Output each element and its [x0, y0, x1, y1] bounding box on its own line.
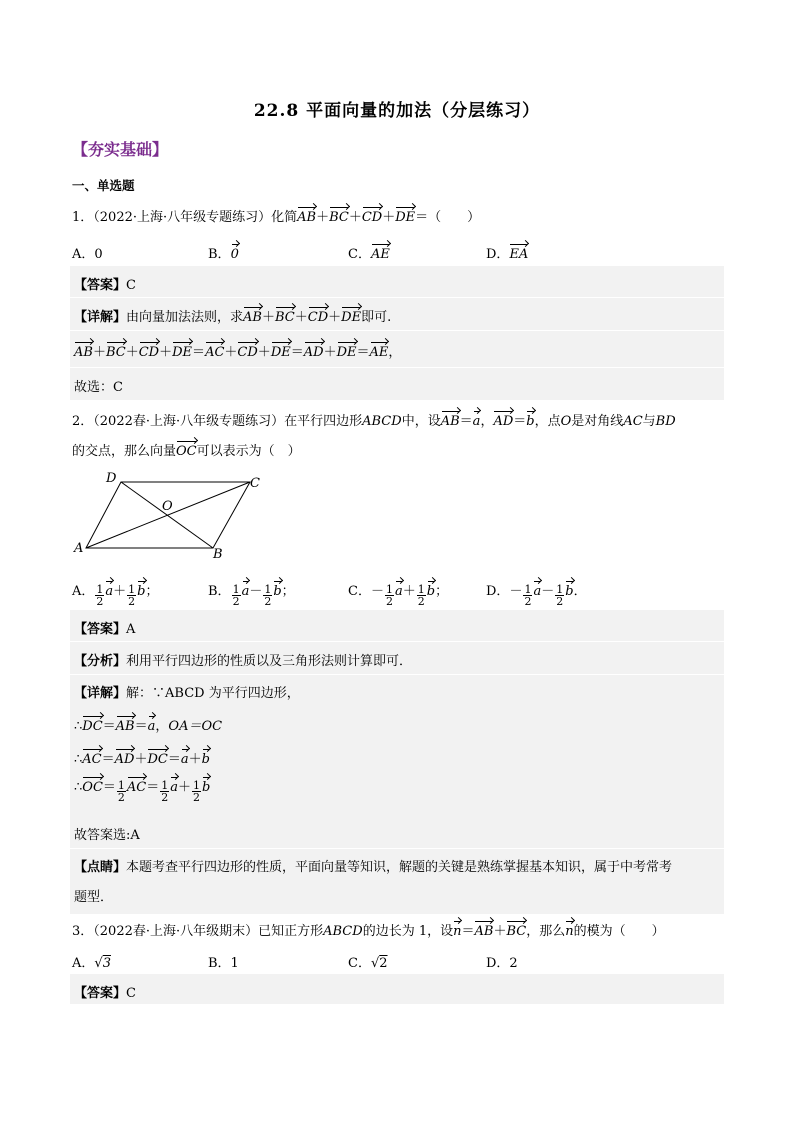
q2-answer-box: [70, 610, 724, 914]
q2-option-d: D．－ $\frac{1}{2}$ a－ $\frac{1}{2}$ b．: [486, 583, 587, 608]
q2-step1: ∴DC＝AB＝a，OA＝OC: [74, 719, 223, 734]
vertex-c-label: C: [250, 476, 260, 491]
q1-stem: 1．（2022·上海·八年级专题练习）化简AB＋BC＋CD＋DE＝（ ）: [72, 210, 481, 225]
q3-option-a: A．√3: [72, 956, 111, 971]
diagonal-bd: [121, 482, 213, 548]
q1-conclusion: 故选：C: [74, 380, 123, 395]
q3-option-b: B．1: [208, 956, 239, 971]
q1-answer-box: [70, 266, 724, 400]
q1-option-b: B．0: [208, 247, 239, 262]
vertex-d-label: D: [106, 471, 117, 486]
vertex-b-label: B: [213, 547, 223, 562]
subsection-heading: 一、单选题: [72, 178, 135, 193]
q2-option-a: A． $\frac{1}{2}$ a＋ $\frac{1}{2}$ b；: [72, 583, 159, 608]
vertex-a-label: A: [74, 541, 84, 556]
diagonal-ac: [86, 482, 250, 548]
center-o-label: O: [162, 499, 173, 514]
page-title: 22.8 平面向量的加法（分层练习）: [253, 101, 541, 121]
parallelogram-figure: [70, 466, 270, 566]
q1-option-c: C．AE: [348, 247, 390, 262]
q1-answer: 【答案】C: [74, 278, 136, 293]
q1-detail: 【详解】由向量加法法则，求AB＋BC＋CD＋DE即可.: [74, 310, 392, 325]
q3-stem: 3．（2022春·上海·八年级期末）已知正方形ABCD的边长为 1，设n＝AB＋BC，那么n的模为（ ）: [72, 924, 665, 939]
q3-answer-box: [70, 974, 724, 1004]
q1-derivation: AB＋BC＋CD＋DE＝AC＋CD＋DE＝AD＋DE＝AE，: [74, 345, 402, 360]
q3-option-d: D．2: [486, 956, 518, 971]
q3-option-c: C．√2: [348, 956, 388, 971]
q2-conclusion: 故答案选:A: [74, 828, 140, 843]
q2-comment-line2: 题型．: [74, 890, 114, 905]
section-heading: 【夯实基础】: [72, 140, 169, 159]
q1-option-d: D．EA: [486, 247, 529, 262]
q2-options: [72, 572, 722, 606]
q2-stem-line1: 2．（2022春·上海·八年级专题练习）在平行四边形ABCD中，设AB＝a，AD＝b，点O是对角线AC与BD: [72, 414, 676, 429]
q2-answer: 【答案】A: [74, 622, 136, 637]
q2-stem-line2: 的交点，那么向量OC可以表示为（ ）: [72, 444, 301, 459]
q2-option-c: C．－ $\frac{1}{2}$ a＋ $\frac{1}{2}$ b；: [348, 583, 449, 608]
q2-detail: 【详解】解：∵ABCD 为平行四边形，: [74, 686, 300, 701]
q2-comment-line1: 【点睛】本题考查平行四边形的性质，平面向量等知识，解题的关键是熟练掌握基本知识，属于中考常考: [74, 860, 673, 875]
q2-option-b: B． $\frac{1}{2}$ a－ $\frac{1}{2}$ b；: [208, 583, 295, 608]
q2-step2: ∴AC＝AD＋DC＝a＋b: [74, 752, 210, 767]
q1-option-a: A．0: [72, 247, 103, 262]
q2-analysis: 【分析】利用平行四边形的性质以及三角形法则计算即可．: [74, 654, 413, 669]
q3-answer: 【答案】C: [74, 986, 136, 1001]
q2-step3: ∴OC＝ $\frac{1}{2}$ AC＝ $\frac{1}{2}$ a＋ $\frac{1}{2}$ b: [74, 779, 211, 804]
